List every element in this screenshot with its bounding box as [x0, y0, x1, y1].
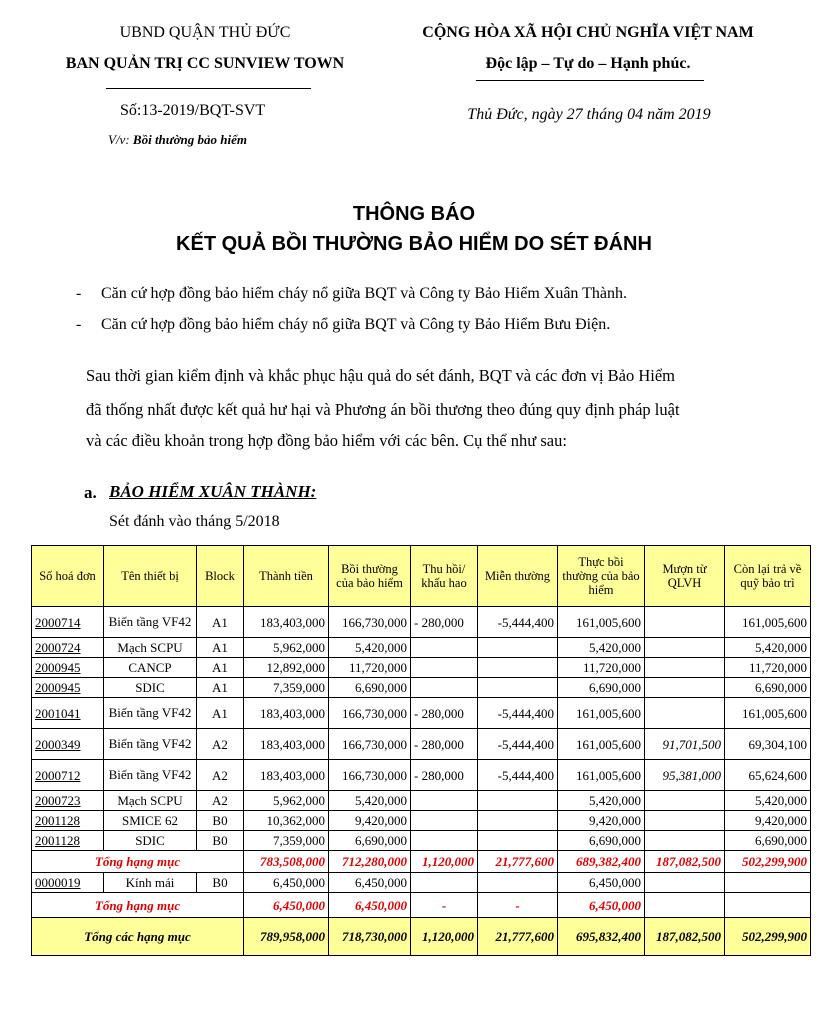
borrowed-cell [645, 873, 725, 893]
depreciation-cell: - 280,000 [411, 729, 478, 760]
remaining-cell: 11,720,000 [725, 658, 811, 678]
depreciation-cell [411, 791, 478, 811]
header-insurance-comp: Bồi thường của bảo hiểm [329, 546, 411, 607]
actual-comp-cell: 11,720,000 [558, 658, 645, 678]
depreciation-cell [411, 658, 478, 678]
subtotal-row [32, 851, 811, 873]
actual-comp-cell: 161,005,600 [558, 729, 645, 760]
device-cell: Kính mái [104, 873, 197, 893]
insurance-comp-cell: 712,280,000 [329, 851, 411, 873]
depreciation-cell: - 280,000 [411, 760, 478, 791]
insurance-comp-cell: 6,450,000 [329, 873, 411, 893]
block-cell: B0 [197, 811, 244, 831]
insurance-comp-cell: 11,720,000 [329, 658, 411, 678]
amount-cell: 12,892,000 [244, 658, 329, 678]
borrowed-cell [645, 811, 725, 831]
depreciation-cell: - 280,000 [411, 698, 478, 729]
table-row [32, 873, 811, 893]
depreciation-cell [411, 811, 478, 831]
remaining-cell: 161,005,600 [725, 698, 811, 729]
invoice-cell: 2001128 [32, 831, 104, 851]
section-title: BẢO HIỂM XUÂN THÀNH: [109, 482, 317, 501]
invoice-cell: 2000714 [32, 607, 104, 638]
notice-title: THÔNG BÁO [352, 203, 476, 225]
borrowed-cell: 95,381,000 [645, 760, 725, 791]
document-subject [108, 132, 247, 148]
deductible-cell: -5,444,400 [478, 698, 558, 729]
remaining-cell: 65,624,600 [725, 760, 811, 791]
invoice-cell: 2000712 [32, 760, 104, 791]
document-number: Số:13-2019/BQT-SVT [120, 102, 266, 119]
block-cell: B0 [197, 873, 244, 893]
remaining-cell: 69,304,100 [725, 729, 811, 760]
deductible-cell: -5,444,400 [478, 760, 558, 791]
block-cell: A2 [197, 760, 244, 791]
block-cell: A1 [197, 638, 244, 658]
bullet-dash: - [76, 316, 82, 333]
header-amount: Thành tiền [244, 546, 329, 607]
deductible-cell: -5,444,400 [478, 607, 558, 638]
table-header-row [32, 546, 811, 607]
table-row [32, 831, 811, 851]
table-row [32, 760, 811, 791]
issuer-authority: UBND QUẬN THỦ ĐỨC [119, 24, 291, 41]
insurance-comp-cell: 5,420,000 [329, 638, 411, 658]
table-row [32, 729, 811, 760]
amount-cell: 7,359,000 [244, 831, 329, 851]
device-cell: SDIC [104, 678, 197, 698]
insurance-comp-cell: 166,730,000 [329, 729, 411, 760]
amount-cell: 183,403,000 [244, 698, 329, 729]
table-row [32, 607, 811, 638]
header-actual-comp: Thực bồi thường của bảo hiểm [558, 546, 645, 607]
subject-prefix: V/v: [108, 132, 130, 147]
notice-subtitle: KẾT QUẢ BỒI THƯỜNG BẢO HIỂM DO SÉT ĐÁNH [176, 233, 652, 255]
insurance-comp-cell: 6,450,000 [329, 893, 411, 918]
grand-total-row-label: Tổng các hạng mục [32, 918, 244, 956]
deductible-cell: 21,777,600 [478, 851, 558, 873]
deductible-cell [478, 658, 558, 678]
insurance-comp-cell: 5,420,000 [329, 791, 411, 811]
intro-paragraph-line-1: Sau thời gian kiểm định và khắc phục hậu quả do sét đánh, BQT và các đơn vị Bảo Hiểm [86, 366, 676, 385]
actual-comp-cell: 695,832,400 [558, 918, 645, 956]
remaining-cell: 5,420,000 [725, 638, 811, 658]
subtotal-row-label: Tổng hạng mục [32, 851, 244, 873]
block-cell: A2 [197, 729, 244, 760]
national-title: CỘNG HÒA XÃ HỘI CHỦ NGHĨA VIỆT NAM [422, 24, 754, 41]
device-cell: Mạch SCPU [104, 791, 197, 811]
remaining-cell: 502,299,900 [725, 918, 811, 956]
amount-cell: 783,508,000 [244, 851, 329, 873]
depreciation-cell: 1,120,000 [411, 918, 478, 956]
actual-comp-cell: 9,420,000 [558, 811, 645, 831]
deductible-cell [478, 811, 558, 831]
table-row [32, 678, 811, 698]
depreciation-cell [411, 831, 478, 851]
device-cell: Biến tầng VF42 [104, 729, 197, 760]
actual-comp-cell: 6,690,000 [558, 678, 645, 698]
bullet-dash: - [76, 285, 82, 302]
borrowed-cell [645, 607, 725, 638]
subtotal-row-2 [32, 893, 811, 918]
actual-comp-cell: 689,382,400 [558, 851, 645, 873]
amount-cell: 183,403,000 [244, 760, 329, 791]
actual-comp-cell: 6,690,000 [558, 831, 645, 851]
intro-paragraph-line-2: đã thống nhất được kết quả hư hại và Phương án bồi thương theo đúng quy định pháp luật [86, 400, 680, 419]
section-subtitle: Sét đánh vào tháng 5/2018 [109, 513, 280, 530]
borrowed-cell: 91,701,500 [645, 729, 725, 760]
table-row [32, 791, 811, 811]
deductible-cell [478, 678, 558, 698]
subtotal-row-2-label: Tổng hạng mục [32, 893, 244, 918]
amount-cell: 183,403,000 [244, 607, 329, 638]
table-row [32, 658, 811, 678]
legal-basis-2: Căn cứ hợp đồng bảo hiểm cháy nổ giữa BQT và Công ty Bảo Hiểm Bưu Điện. [101, 316, 611, 333]
block-cell: A1 [197, 607, 244, 638]
device-cell: SDIC [104, 831, 197, 851]
insurance-comp-cell: 718,730,000 [329, 918, 411, 956]
grand-total-row [32, 918, 811, 956]
section-label: a. [84, 483, 97, 502]
header-remaining: Còn lại trả về quỹ bảo trì [725, 546, 811, 607]
amount-cell: 183,403,000 [244, 729, 329, 760]
invoice-cell: 2000723 [32, 791, 104, 811]
deductible-cell [478, 831, 558, 851]
depreciation-cell [411, 678, 478, 698]
borrowed-cell [645, 791, 725, 811]
actual-comp-cell: 5,420,000 [558, 791, 645, 811]
header-right-rule [476, 80, 704, 81]
amount-cell: 6,450,000 [244, 873, 329, 893]
actual-comp-cell: 5,420,000 [558, 638, 645, 658]
amount-cell: 6,450,000 [244, 893, 329, 918]
deductible-cell: -5,444,400 [478, 729, 558, 760]
borrowed-cell [645, 698, 725, 729]
amount-cell: 5,962,000 [244, 791, 329, 811]
table-row [32, 811, 811, 831]
device-cell: CANCP [104, 658, 197, 678]
borrowed-cell [645, 831, 725, 851]
actual-comp-cell: 6,450,000 [558, 893, 645, 918]
header-borrowed: Mượn từ QLVH [645, 546, 725, 607]
header-invoice: Số hoá đơn [32, 546, 104, 607]
deductible-cell [478, 873, 558, 893]
depreciation-cell [411, 638, 478, 658]
invoice-cell: 2000724 [32, 638, 104, 658]
insurance-comp-cell: 166,730,000 [329, 760, 411, 791]
invoice-cell: 2000945 [32, 678, 104, 698]
actual-comp-cell: 161,005,600 [558, 760, 645, 791]
block-cell: A2 [197, 791, 244, 811]
remaining-cell: 9,420,000 [725, 811, 811, 831]
header-block: Block [197, 546, 244, 607]
invoice-cell: 2000945 [32, 658, 104, 678]
depreciation-cell [411, 873, 478, 893]
amount-cell: 5,962,000 [244, 638, 329, 658]
issuer-board: BAN QUẢN TRỊ CC SUNVIEW TOWN [65, 55, 345, 72]
device-cell: Biến tầng VF42 [104, 698, 197, 729]
deductible-cell [478, 791, 558, 811]
remaining-cell: 502,299,900 [725, 851, 811, 873]
device-cell: Biến tầng VF42 [104, 607, 197, 638]
header-left-rule [106, 88, 311, 89]
borrowed-cell [645, 678, 725, 698]
deductible-cell [478, 638, 558, 658]
header-device: Tên thiết bị [104, 546, 197, 607]
insurance-comp-cell: 166,730,000 [329, 698, 411, 729]
borrowed-cell: 187,082,500 [645, 851, 725, 873]
deductible-cell: - [478, 893, 558, 918]
amount-cell: 10,362,000 [244, 811, 329, 831]
amount-cell: 7,359,000 [244, 678, 329, 698]
header-deductible: Miễn thường [478, 546, 558, 607]
actual-comp-cell: 161,005,600 [558, 607, 645, 638]
remaining-cell: 5,420,000 [725, 791, 811, 811]
borrowed-cell [645, 658, 725, 678]
intro-paragraph-line-3: và các điều khoản trong hợp đồng bảo hiểm với các bên. Cụ thể như sau: [86, 431, 567, 450]
borrowed-cell [645, 638, 725, 658]
deductible-cell: 21,777,600 [478, 918, 558, 956]
invoice-cell: 2001041 [32, 698, 104, 729]
block-cell: A1 [197, 658, 244, 678]
subject-text: Bồi thường bảo hiểm [132, 132, 247, 147]
block-cell: B0 [197, 831, 244, 851]
document-date: Thủ Đức, ngày 27 tháng 04 năm 2019 [467, 106, 711, 123]
remaining-cell: 6,690,000 [725, 678, 811, 698]
actual-comp-cell: 161,005,600 [558, 698, 645, 729]
block-cell: A1 [197, 698, 244, 729]
insurance-comp-cell: 166,730,000 [329, 607, 411, 638]
invoice-cell: 2000349 [32, 729, 104, 760]
insurance-comp-cell: 9,420,000 [329, 811, 411, 831]
header-depreciation: Thu hồi/ khấu hao [411, 546, 478, 607]
borrowed-cell [645, 893, 725, 918]
device-cell: Biến tầng VF42 [104, 760, 197, 791]
remaining-cell: 6,690,000 [725, 831, 811, 851]
invoice-cell: 2001128 [32, 811, 104, 831]
amount-cell: 789,958,000 [244, 918, 329, 956]
actual-comp-cell: 6,450,000 [558, 873, 645, 893]
remaining-cell [725, 873, 811, 893]
depreciation-cell: 1,120,000 [411, 851, 478, 873]
depreciation-cell: - [411, 893, 478, 918]
invoice-cell: 0000019 [32, 873, 104, 893]
block-cell: A1 [197, 678, 244, 698]
table-row [32, 638, 811, 658]
compensation-table [31, 545, 811, 956]
device-cell: Mạch SCPU [104, 638, 197, 658]
insurance-comp-cell: 6,690,000 [329, 831, 411, 851]
table-row [32, 698, 811, 729]
device-cell: SMICE 62 [104, 811, 197, 831]
depreciation-cell: - 280,000 [411, 607, 478, 638]
national-motto: Độc lập – Tự do – Hạnh phúc. [485, 55, 691, 72]
remaining-cell [725, 893, 811, 918]
borrowed-cell: 187,082,500 [645, 918, 725, 956]
insurance-comp-cell: 6,690,000 [329, 678, 411, 698]
legal-basis-1: Căn cứ hợp đồng bảo hiểm cháy nổ giữa BQT và Công ty Bảo Hiểm Xuân Thành. [101, 285, 628, 302]
remaining-cell: 161,005,600 [725, 607, 811, 638]
